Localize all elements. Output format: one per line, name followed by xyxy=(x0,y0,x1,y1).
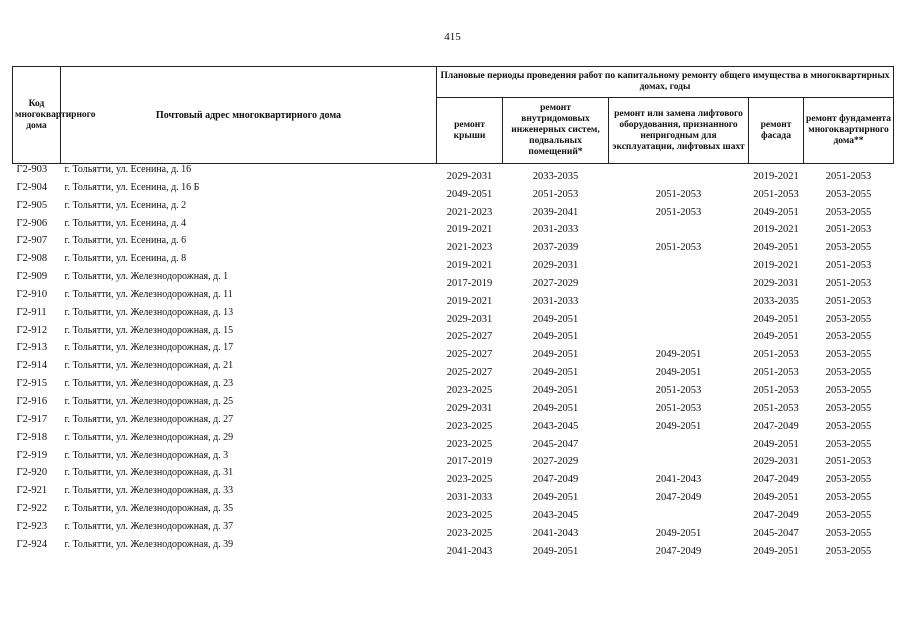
cell-facade: 2029-2031 xyxy=(753,456,799,468)
cell-roof: 2025-2027 xyxy=(446,331,493,343)
table-row xyxy=(13,450,894,468)
header-periods-group: Плановые периоды проведения работ по капитальному ремонту общего имущества в многоквартирных домах, годы xyxy=(437,67,894,98)
cell-systems: 2029-2031 xyxy=(532,260,579,272)
cell-elevator: 2049-2051 xyxy=(655,367,702,379)
cell-code: Г2-910 xyxy=(16,288,48,300)
cell-code: Г2-914 xyxy=(16,360,48,372)
cell-systems: 2027-2029 xyxy=(532,277,579,289)
page-number: 415 xyxy=(444,31,461,43)
cell-facade: 2029-2031 xyxy=(753,277,799,289)
cell-elevator: 2049-2051 xyxy=(655,349,702,361)
table-row xyxy=(13,360,894,378)
cell-address: г. Тольятти, ул. Железнодорожная, д. 31 xyxy=(64,467,234,479)
header-roof: ремонт крыши xyxy=(437,98,503,164)
cell-roof: 2017-2019 xyxy=(446,456,493,468)
cell-foundation: 2053-2055 xyxy=(825,474,872,486)
cell-systems: 2049-2051 xyxy=(532,492,579,504)
cell-elevator xyxy=(609,253,749,271)
table-body xyxy=(13,164,894,557)
cell-roof: 2025-2027 xyxy=(446,367,493,379)
cell-systems: 2049-2051 xyxy=(532,331,579,343)
cell-foundation: 2053-2055 xyxy=(825,545,872,557)
table-row xyxy=(13,414,894,432)
cell-address: г. Тольятти, ул. Есенина, д. 16 Б xyxy=(64,181,200,193)
cell-code: Г2-908 xyxy=(16,253,48,265)
cell-code: Г2-920 xyxy=(16,467,48,479)
cell-code: Г2-903 xyxy=(16,164,48,175)
header-address: Почтовый адрес многоквартирного дома xyxy=(61,67,437,164)
cell-code: Г2-915 xyxy=(16,378,48,390)
cell-roof: 2023-2025 xyxy=(446,384,493,396)
cell-roof: 2019-2021 xyxy=(446,295,493,307)
cell-roof: 2025-2027 xyxy=(446,349,493,361)
cell-roof: 2023-2025 xyxy=(446,474,493,486)
cell-address: г. Тольятти, ул. Железнодорожная, д. 15 xyxy=(64,324,234,336)
cell-roof: 2029-2031 xyxy=(446,313,493,325)
cell-address: г. Тольятти, ул. Железнодорожная, д. 21 xyxy=(64,360,234,372)
cell-address: г. Тольятти, ул. Железнодорожная, д. 29 xyxy=(64,431,234,443)
table-row xyxy=(13,378,894,396)
cell-elevator: 2047-2049 xyxy=(655,492,702,504)
table-row xyxy=(13,307,894,325)
cell-code: Г2-905 xyxy=(16,199,48,211)
cell-elevator: 2051-2053 xyxy=(655,402,702,414)
cell-systems: 2049-2051 xyxy=(532,545,579,557)
header-foundation: ремонт фундамента многоквартирного дома** xyxy=(804,98,894,164)
table-row xyxy=(13,271,894,289)
cell-code: Г2-911 xyxy=(16,306,47,318)
cell-facade: 2047-2049 xyxy=(753,420,799,432)
cell-address: г. Тольятти, ул. Есенина, д. 6 xyxy=(64,235,187,247)
cell-code: Г2-913 xyxy=(16,342,48,354)
cell-address: г. Тольятти, ул. Есенина, д. 4 xyxy=(64,217,187,229)
cell-code: Г2-912 xyxy=(16,324,48,336)
cell-code: Г2-906 xyxy=(16,217,48,229)
cell-roof: 2021-2023 xyxy=(446,242,493,254)
cell-facade: 2019-2021 xyxy=(753,170,799,182)
cell-systems: 2031-2033 xyxy=(532,295,579,307)
cell-elevator: 2051-2053 xyxy=(655,188,702,200)
table-row xyxy=(13,253,894,271)
table-header xyxy=(13,67,894,164)
cell-code: Г2-904 xyxy=(16,181,48,193)
cell-foundation: 2053-2055 xyxy=(825,367,872,379)
cell-code: Г2-924 xyxy=(16,538,48,550)
cell-systems: 2027-2029 xyxy=(532,456,579,468)
cell-foundation: 2053-2055 xyxy=(825,349,872,361)
cell-address: г. Тольятти, ул. Железнодорожная, д. 35 xyxy=(64,503,234,515)
cell-facade: 2051-2053 xyxy=(753,384,799,396)
cell-roof: 2023-2025 xyxy=(446,527,493,539)
table-row xyxy=(13,396,894,414)
cell-address: г. Тольятти, ул. Железнодорожная, д. 1 xyxy=(64,271,229,283)
cell-address: г. Тольятти, ул. Железнодорожная, д. 27 xyxy=(64,413,234,425)
cell-systems: 2041-2043 xyxy=(532,527,579,539)
cell-elevator: 2051-2053 xyxy=(655,242,702,254)
cell-systems: 2043-2045 xyxy=(532,509,579,521)
cell-elevator xyxy=(609,450,749,468)
cell-facade: 2049-2051 xyxy=(753,492,799,504)
cell-roof: 2017-2019 xyxy=(446,277,493,289)
cell-foundation: 2053-2055 xyxy=(825,313,872,325)
cell-facade: 2051-2053 xyxy=(753,188,799,200)
cell-address: г. Тольятти, ул. Железнодорожная, д. 13 xyxy=(64,306,234,318)
cell-address: г. Тольятти, ул. Железнодорожная, д. 3 xyxy=(64,449,229,461)
cell-facade: 2051-2053 xyxy=(753,367,799,379)
cell-foundation: 2053-2055 xyxy=(825,384,872,396)
cell-elevator: 2051-2053 xyxy=(655,384,702,396)
cell-foundation: 2051-2053 xyxy=(825,277,872,289)
cell-facade: 2047-2049 xyxy=(753,509,799,521)
cell-foundation: 2051-2053 xyxy=(825,295,872,307)
cell-elevator xyxy=(609,271,749,289)
cell-address: г. Тольятти, ул. Железнодорожная, д. 17 xyxy=(64,342,234,354)
header-elevator: ремонт или замена лифтового оборудования, признанного непригодным для эксплуатации, лифтовых шахт xyxy=(609,98,749,164)
cell-foundation: 2051-2053 xyxy=(825,456,872,468)
cell-systems: 2049-2051 xyxy=(532,384,579,396)
cell-code: Г2-916 xyxy=(16,395,48,407)
header-systems: ремонт внутридомовых инженерных систем, подвальных помещений* xyxy=(503,98,609,164)
cell-systems: 2049-2051 xyxy=(532,402,579,414)
cell-elevator: 2041-2043 xyxy=(655,474,702,486)
cell-foundation: 2053-2055 xyxy=(825,509,872,521)
cell-facade: 2049-2051 xyxy=(753,545,799,557)
cell-facade: 2019-2021 xyxy=(753,224,799,236)
cell-address: г. Тольятти, ул. Железнодорожная, д. 39 xyxy=(64,538,234,550)
cell-elevator xyxy=(609,325,749,343)
cell-elevator: 2047-2049 xyxy=(655,545,702,557)
cell-elevator: 2051-2053 xyxy=(655,206,702,218)
cell-foundation: 2053-2055 xyxy=(825,206,872,218)
cell-address: г. Тольятти, ул. Железнодорожная, д. 25 xyxy=(64,395,234,407)
cell-roof: 2041-2043 xyxy=(446,545,493,557)
table-row xyxy=(13,342,894,360)
cell-roof: 2021-2023 xyxy=(446,206,493,218)
cell-foundation: 2053-2055 xyxy=(825,188,872,200)
capital-repair-table xyxy=(12,66,894,557)
cell-roof: 2019-2021 xyxy=(446,260,493,272)
cell-foundation: 2053-2055 xyxy=(825,438,872,450)
cell-elevator xyxy=(609,307,749,325)
header-facade: ремонт фасада xyxy=(749,98,804,164)
cell-systems: 2043-2045 xyxy=(532,420,579,432)
cell-systems: 2045-2047 xyxy=(532,438,579,450)
table-row xyxy=(13,182,894,200)
cell-code: Г2-918 xyxy=(16,431,48,443)
cell-foundation: 2053-2055 xyxy=(825,331,872,343)
cell-systems: 2039-2041 xyxy=(532,206,579,218)
cell-roof: 2023-2025 xyxy=(446,509,493,521)
cell-foundation: 2051-2053 xyxy=(825,224,872,236)
table-row xyxy=(13,521,894,539)
table-row xyxy=(13,289,894,307)
table-row xyxy=(13,432,894,450)
cell-address: г. Тольятти, ул. Есенина, д. 2 xyxy=(64,199,187,211)
cell-systems: 2051-2053 xyxy=(532,188,579,200)
cell-foundation: 2051-2053 xyxy=(825,170,872,182)
cell-elevator xyxy=(609,432,749,450)
cell-systems: 2037-2039 xyxy=(532,242,579,254)
cell-systems: 2049-2051 xyxy=(532,349,579,361)
cell-facade: 2051-2053 xyxy=(753,349,799,361)
cell-facade: 2051-2053 xyxy=(753,402,799,414)
table-row xyxy=(13,164,894,182)
cell-code: Г2-922 xyxy=(16,503,48,515)
cell-address: г. Тольятти, ул. Железнодорожная, д. 11 xyxy=(64,288,233,300)
cell-roof: 2031-2033 xyxy=(446,492,493,504)
cell-elevator xyxy=(609,218,749,236)
cell-facade: 2033-2035 xyxy=(753,295,799,307)
table-row xyxy=(13,539,894,557)
cell-roof: 2029-2031 xyxy=(446,402,493,414)
table-row xyxy=(13,200,894,218)
cell-foundation: 2053-2055 xyxy=(825,492,872,504)
cell-address: г. Тольятти, ул. Железнодорожная, д. 37 xyxy=(64,520,234,532)
cell-facade: 2049-2051 xyxy=(753,242,799,254)
cell-facade: 2049-2051 xyxy=(753,331,799,343)
header-code: Код многоквартирного дома xyxy=(13,67,61,164)
cell-address: г. Тольятти, ул. Железнодорожная, д. 33 xyxy=(64,485,234,497)
cell-roof: 2019-2021 xyxy=(446,224,493,236)
cell-facade: 2049-2051 xyxy=(753,206,799,218)
table-row xyxy=(13,325,894,343)
cell-roof: 2023-2025 xyxy=(446,438,493,450)
cell-facade: 2019-2021 xyxy=(753,260,799,272)
cell-foundation: 2053-2055 xyxy=(825,527,872,539)
cell-code: Г2-919 xyxy=(16,449,48,461)
cell-foundation: 2053-2055 xyxy=(825,402,872,414)
cell-foundation: 2053-2055 xyxy=(825,242,872,254)
cell-systems: 2033-2035 xyxy=(532,170,579,182)
cell-code: Г2-921 xyxy=(16,485,48,497)
cell-roof: 2049-2051 xyxy=(446,188,493,200)
cell-systems: 2047-2049 xyxy=(532,474,579,486)
cell-foundation: 2051-2053 xyxy=(825,260,872,272)
table-row xyxy=(13,467,894,485)
table-row xyxy=(13,235,894,253)
cell-elevator xyxy=(609,289,749,307)
cell-code: Г2-923 xyxy=(16,520,48,532)
cell-roof: 2029-2031 xyxy=(446,170,493,182)
cell-systems: 2031-2033 xyxy=(532,224,579,236)
cell-facade: 2045-2047 xyxy=(753,527,799,539)
cell-elevator: 2049-2051 xyxy=(655,420,702,432)
cell-address: г. Тольятти, ул. Железнодорожная, д. 23 xyxy=(64,378,234,390)
cell-elevator xyxy=(609,503,749,521)
cell-address: г. Тольятти, ул. Есенина, д. 16 xyxy=(64,164,192,175)
cell-facade: 2049-2051 xyxy=(753,438,799,450)
cell-foundation: 2053-2055 xyxy=(825,420,872,432)
table-row xyxy=(13,503,894,521)
cell-systems: 2049-2051 xyxy=(532,367,579,379)
table-row xyxy=(13,218,894,236)
cell-code: Г2-917 xyxy=(16,413,48,425)
cell-systems: 2049-2051 xyxy=(532,313,579,325)
table-row xyxy=(13,485,894,503)
cell-elevator xyxy=(609,164,749,182)
cell-facade: 2049-2051 xyxy=(753,313,799,325)
cell-code: Г2-907 xyxy=(16,235,48,247)
cell-code: Г2-909 xyxy=(16,271,48,283)
cell-elevator: 2049-2051 xyxy=(655,527,702,539)
cell-facade: 2047-2049 xyxy=(753,474,799,486)
cell-roof: 2023-2025 xyxy=(446,420,493,432)
cell-address: г. Тольятти, ул. Есенина, д. 8 xyxy=(64,253,187,265)
